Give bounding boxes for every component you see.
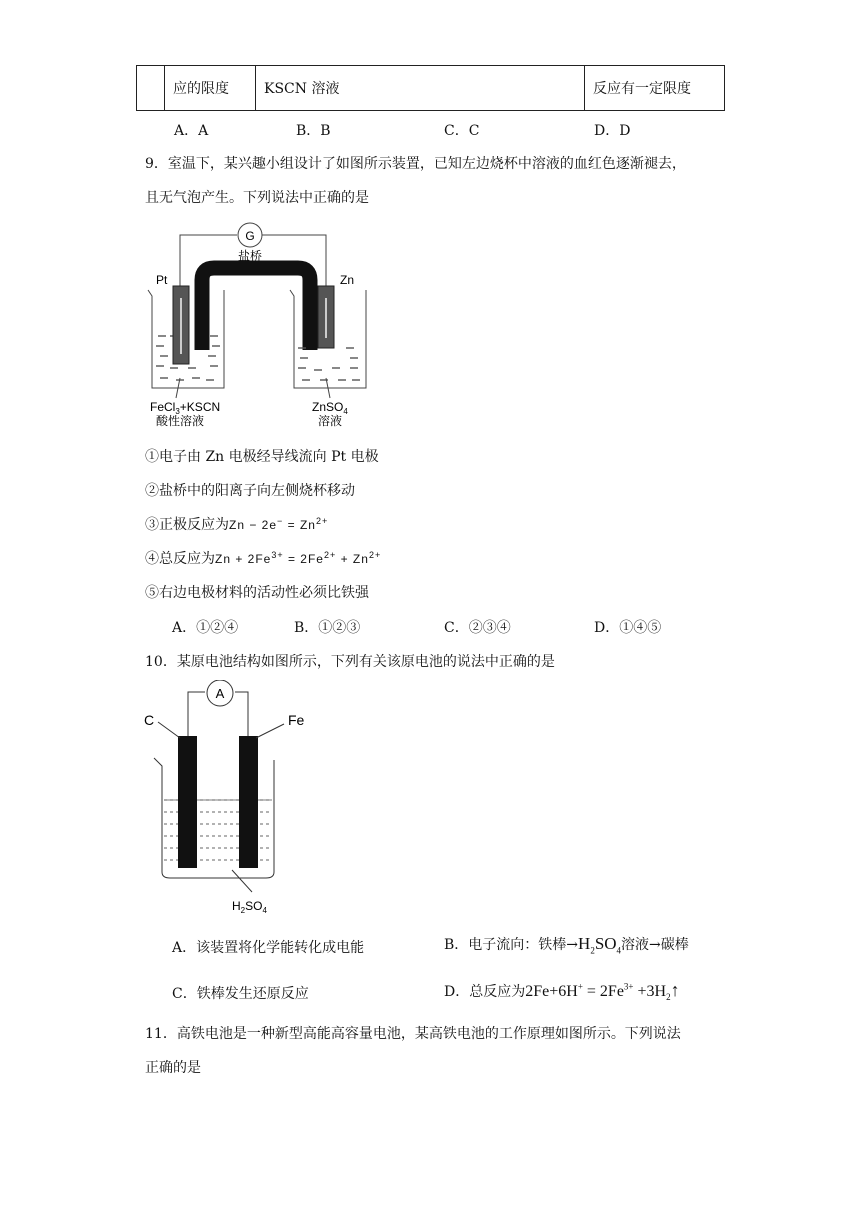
q9-stem-line1: 9．室温下，某兴趣小组设计了如图所示装置，已知左边烧杯中溶液的血红色逐渐褪去，: [145, 156, 686, 172]
q10-option-d: D．总反应为$2Fe+6H^+ = 2Fe^{3+}$ $+3H_2↑$: [444, 980, 680, 1003]
q9-statement-4: ④总反应为$Zn + 2Fe^{3+} = 2Fe^{2+} + Zn^{2+}$: [145, 550, 382, 567]
galvanometer-label: G: [245, 229, 255, 243]
carbon-electrode: [178, 736, 197, 868]
salt-bridge-label: 盐桥: [237, 249, 263, 263]
q10-option-c: C．铁棒发生还原反应: [172, 986, 309, 1002]
wire-left: [188, 692, 205, 740]
table-cell-empty: [137, 66, 165, 111]
q8-option-b: B．B: [296, 123, 331, 139]
q9-statement-5: ⑤右边电极材料的活动性必须比铁强: [145, 585, 369, 601]
q9-cell-diagram: [140, 218, 380, 433]
table-cell: KSCN 溶液: [256, 66, 585, 111]
zn-label: Zn: [340, 273, 355, 287]
q11-stem-line1: 11．高铁电池是一种新型高能高容量电池，某高铁电池的工作原理如图所示。下列说法: [145, 1026, 681, 1042]
q9-option-b: B．①②③: [294, 620, 361, 636]
h2so4-label: $H_2SO_4$: [232, 899, 267, 915]
q9-statement-1: ①电子由 Zn 电极经导线流向 Pt 电极: [145, 449, 379, 465]
q8-option-c: C．C: [444, 123, 480, 139]
table-cell: 反应有一定限度: [585, 66, 725, 111]
q10-stem: 10．某原电池结构如图所示，下列有关该原电池的说法中正确的是: [145, 654, 555, 670]
q8-option-a: A．A: [174, 123, 209, 139]
q10-option-a: A．该装置将化学能转化成电能: [172, 940, 365, 956]
right-solution-label-2: 溶液: [318, 414, 343, 428]
right-solution-label: ZnSO$_4$: [312, 400, 348, 416]
q9-option-d: D．①④⑤: [594, 620, 662, 636]
q9-stem-line2: 且无气泡产生。下列说法中正确的是: [145, 190, 369, 206]
pt-label: Pt: [156, 273, 168, 287]
iron-electrode: [239, 736, 258, 868]
q9-option-a: A．①②④: [172, 620, 239, 636]
ammeter-label: A: [215, 686, 225, 701]
wire-right: [235, 692, 248, 740]
left-solution-label-2: 酸性溶液: [156, 414, 205, 428]
q10-cell-diagram: [140, 680, 320, 915]
table-cell: 应的限度: [165, 66, 256, 111]
carbon-label: C: [144, 712, 155, 728]
top-table: [136, 65, 725, 111]
q11-stem-line2: 正确的是: [145, 1060, 201, 1076]
q10-option-b: B．电子流向：铁棒$\to H_2SO_4$溶液→碳棒: [444, 934, 689, 956]
q9-statement-3: ③正极反应为$Zn - 2e^- = Zn^{2+}$: [145, 516, 329, 533]
q9-option-c: C．②③④: [444, 620, 511, 636]
left-solution-label: FeCl$_3$+KSCN: [150, 400, 221, 416]
right-solution: [298, 348, 360, 380]
q9-statement-2: ②盐桥中的阳离子向左侧烧杯移动: [145, 483, 355, 499]
q8-option-d: D．D: [594, 123, 631, 139]
iron-label: Fe: [288, 712, 305, 728]
